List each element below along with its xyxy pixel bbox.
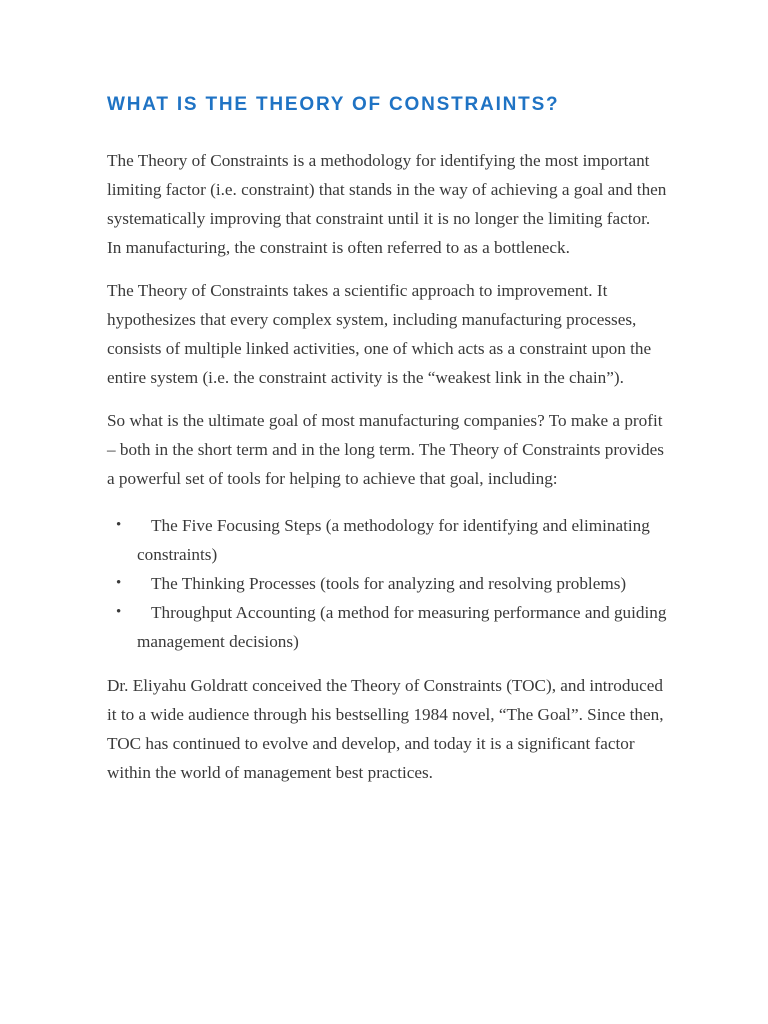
list-item-text: The Five Focusing Steps (a methodology for identifying and eliminating constraints) bbox=[137, 516, 650, 564]
bullet-icon: • bbox=[116, 575, 122, 591]
list-item-text: The Thinking Processes (tools for analyzing and resolving problems) bbox=[151, 574, 627, 593]
page-title: WHAT IS THE THEORY OF CONSTRAINTS? bbox=[107, 94, 560, 115]
paragraph-closing: Dr. Eliyahu Goldratt conceived the Theory of Constraints (TOC), and introduced it to a wide audience through his bestselling 1984 novel, “The Goal”. Since then, TOC has continued to evolve and develop, and today it is a significant factor within the world of management best practices. bbox=[107, 676, 664, 782]
list-item bbox=[107, 598, 668, 656]
paragraph-approach: The Theory of Constraints takes a scientific approach to improvement. It hypothesizes that every complex system, including manufacturing processes, consists of multiple linked activities, one of which acts as a constraint upon the entire system (i.e. the constraint activity is the “weakest link in the chain”). bbox=[107, 281, 652, 387]
bullet-icon: • bbox=[116, 604, 122, 620]
paragraph-intro: The Theory of Constraints is a methodology for identifying the most important limiting factor (i.e. constraint) that stands in the way of achieving a goal and then systematically improving that constraint until it is no longer the limiting factor. In manufacturing, the constraint is often referred to as a bottleneck. bbox=[107, 151, 667, 257]
paragraph-goal: So what is the ultimate goal of most manufacturing companies? To make a profit – both in the short term and in the long term. The Theory of Constraints provides a powerful set of tools for helping to achieve that goal, including: bbox=[107, 411, 664, 488]
list-item-text: Throughput Accounting (a method for measuring performance and guiding management decisions) bbox=[137, 603, 667, 651]
list-item bbox=[107, 511, 668, 569]
list-item bbox=[107, 569, 668, 598]
bullet-icon: • bbox=[116, 517, 122, 533]
tools-list bbox=[107, 511, 668, 656]
